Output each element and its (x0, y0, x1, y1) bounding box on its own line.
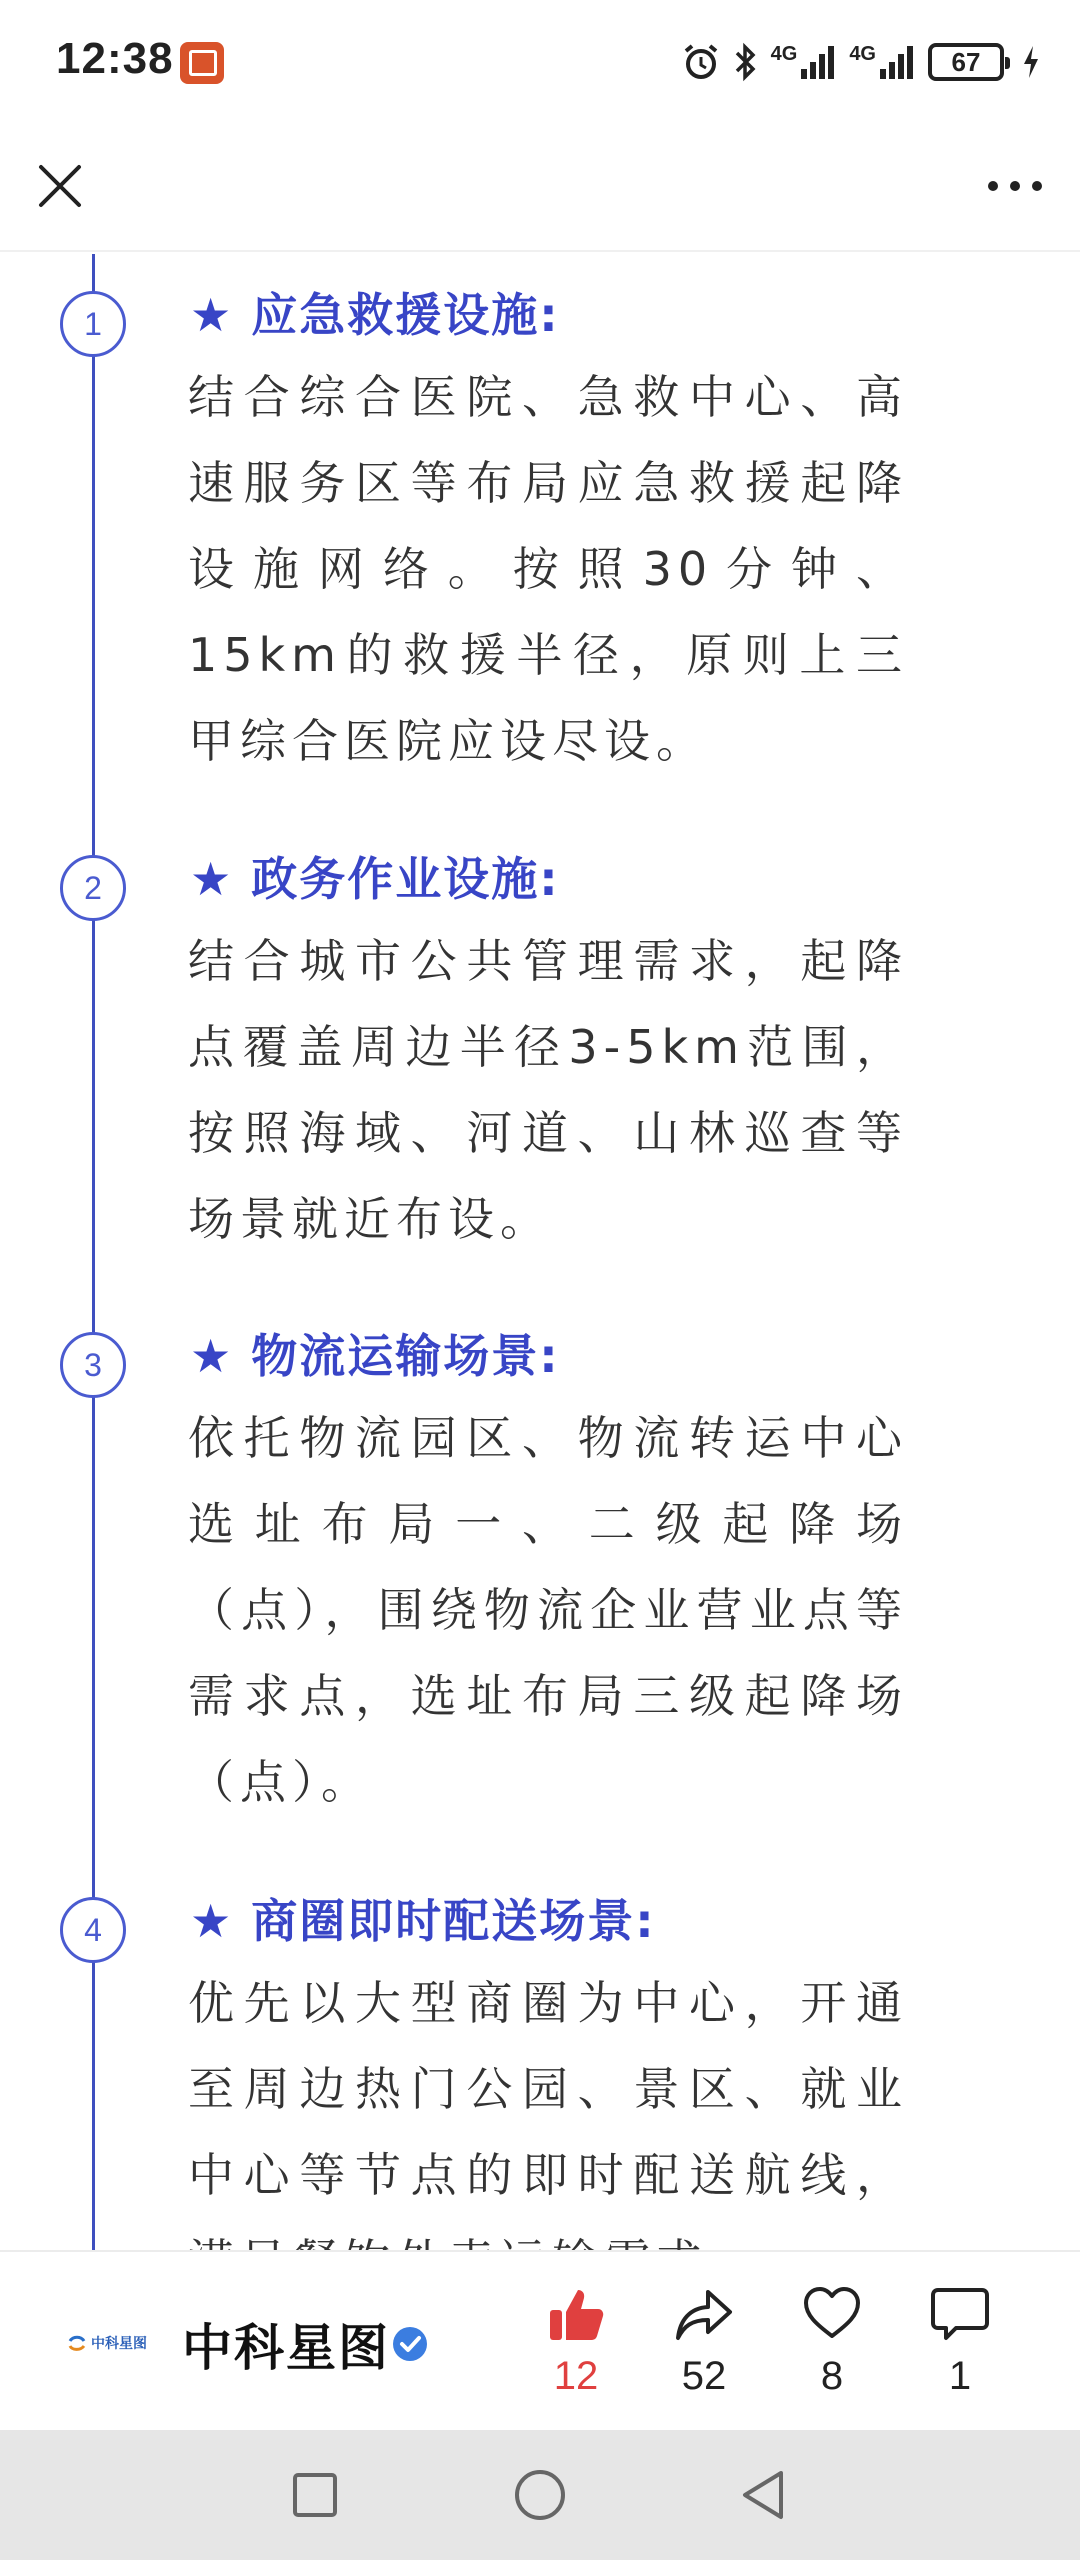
heart-icon (800, 2282, 864, 2346)
battery-icon (928, 43, 1004, 81)
like-button[interactable] (526, 2282, 626, 2412)
section-body: 优先以大型商圈为中心，开通至周边热门公园、景区、就业中心等节点的即时配送航线， (188, 1976, 908, 2202)
section-number-badge: 1 (60, 291, 126, 357)
section-number-badge: 4 (60, 1897, 126, 1963)
section-number-badge: 2 (60, 855, 126, 921)
section-number-badge: 3 (60, 1332, 126, 1398)
brand-logo[interactable] (66, 2328, 150, 2358)
back-button[interactable] (730, 2462, 796, 2528)
share-button[interactable] (654, 2282, 754, 2412)
section-title: ★ 物流运输场景: (190, 1329, 560, 1383)
comment-button[interactable] (910, 2282, 1010, 2412)
brand-logo-text: 中科星图 (91, 2336, 147, 2352)
section-title: ★ 商圈即时配送场景: (190, 1894, 656, 1948)
alarm-icon (681, 42, 721, 82)
brand-logo-icon (66, 2332, 88, 2354)
battery-level: 67 (951, 46, 981, 77)
square-icon (291, 2471, 339, 2519)
bottom-action-bar (0, 2250, 1080, 2430)
more-icon (987, 180, 1043, 192)
more-button[interactable] (980, 156, 1050, 216)
status-icons (681, 36, 1040, 88)
section-title: ★ 应急救援设施: (190, 288, 560, 342)
top-bar (0, 128, 1080, 252)
like-count: 12 (553, 2354, 599, 2398)
bluetooth-icon (733, 42, 759, 82)
status-time: 12:38 (56, 34, 174, 83)
signal-icon-2 (849, 43, 916, 81)
section-title: ★ 政务作业设施: (190, 852, 560, 906)
network-type-1: 4G (770, 43, 798, 65)
signal-icon-1 (771, 43, 838, 81)
section-body: 结合综合医院、急救中心、高速服务区等布局应急救援起降设施网络。按照30分钟、15km的救援半径，原则上三甲综合医院应设尽设。 (188, 370, 908, 768)
status-bar (0, 0, 1080, 128)
brand-name[interactable]: 中科星图 (182, 2319, 390, 2377)
share-icon (672, 2282, 736, 2346)
favorite-button[interactable] (782, 2282, 882, 2412)
section-body: 结合城市公共管理需求，起降点覆盖周边半径3-5km范围，按照海域、河道、山林巡查等场景就近布设。 (188, 934, 908, 1246)
thumbs-up-icon (544, 2282, 608, 2346)
network-type-2: 4G (849, 43, 876, 65)
close-icon (37, 163, 83, 209)
charging-icon (1022, 44, 1040, 80)
circle-icon (513, 2468, 567, 2522)
comment-count: 1 (948, 2354, 972, 2398)
system-nav-bar (0, 2430, 1080, 2560)
article-content[interactable] (0, 254, 1080, 2250)
comment-icon (928, 2282, 992, 2346)
favorite-count: 8 (820, 2354, 844, 2398)
verified-icon (392, 2326, 428, 2362)
home-button[interactable] (507, 2462, 573, 2528)
close-button[interactable] (30, 156, 90, 216)
app-notification-icon (180, 42, 224, 84)
triangle-back-icon (739, 2469, 787, 2521)
section-body: 依托物流园区、物流转运中心选址布局一、二级起降场（点），围绕物流企业营业点等需求点，选址布局三级起降场（点）。 (188, 1411, 908, 1809)
recent-apps-button[interactable] (282, 2462, 348, 2528)
share-count: 52 (681, 2354, 727, 2398)
